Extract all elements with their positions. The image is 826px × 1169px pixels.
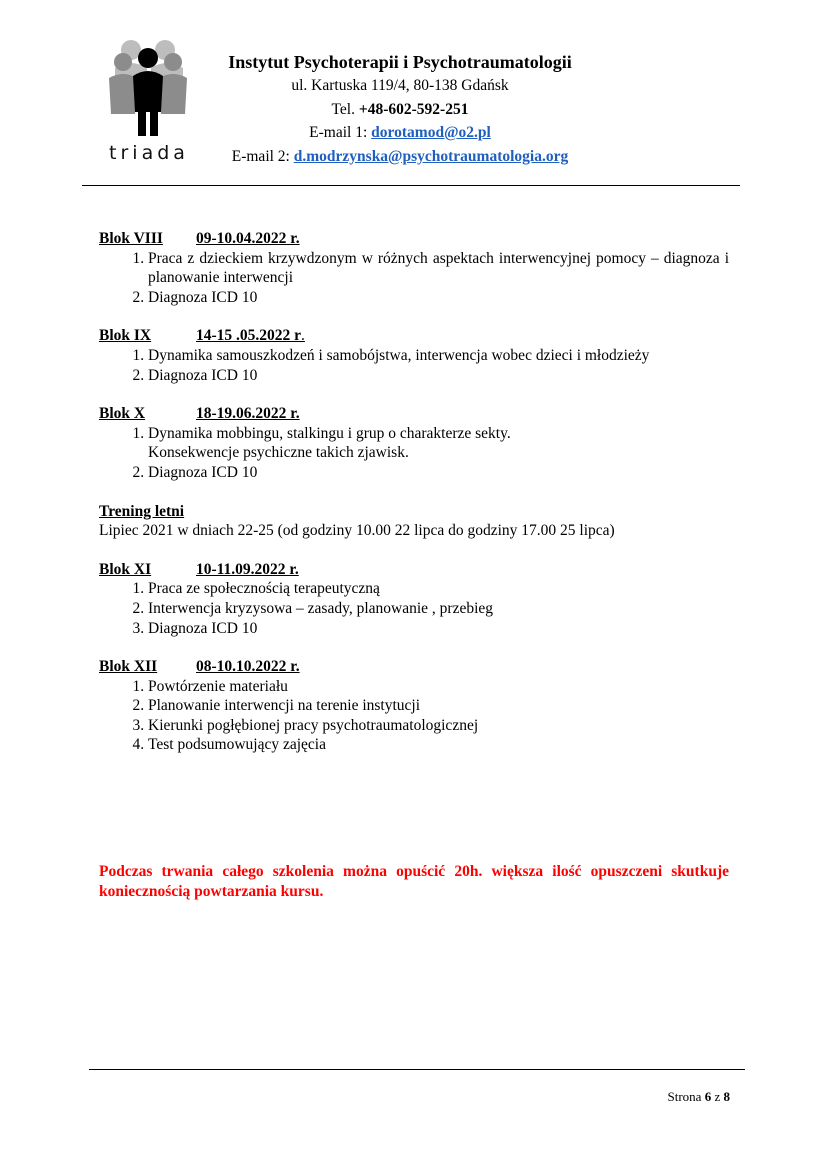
email-2-label: E-mail 2: [231, 147, 294, 165]
list-item: 4. Test podsumowujący zajęcia [148, 735, 729, 755]
summer-training [99, 502, 729, 541]
list-item: 1. Dynamika samouszkodzeń i samobójstwa, interwencja wobec dzieci i młodzieży [148, 346, 729, 366]
page-of: z [711, 1089, 724, 1104]
list-item: 2. Planowanie interwencji na terenie instytucji [148, 696, 729, 716]
page-number [600, 1089, 730, 1105]
phone-label: Tel. [331, 100, 359, 118]
attendance-notice: Podczas trwania całego szkolenia można opuścić 20h. większa ilość opuszczeni skutkuje koniecznością powtarzania kursu. [99, 863, 729, 900]
list-item: 1. Praca z dzieckiem krzywdzonym w różnych aspektach interwencyjnej pomocy – diagnoza i planowanie interwencji [148, 249, 729, 288]
block-xii [99, 657, 729, 755]
block-date: 08-10.10.2022 r. [196, 658, 300, 676]
block-xi [99, 560, 729, 638]
list-item: 2. Diagnoza ICD 10 [148, 366, 729, 386]
triada-logo [93, 38, 205, 164]
block-viii [99, 229, 729, 307]
institute-header [205, 50, 595, 168]
summer-training-title: Trening letni [99, 502, 185, 520]
block-topics [99, 346, 729, 385]
page-label: Strona [667, 1089, 705, 1104]
block-name: Blok XII [99, 658, 158, 676]
schedule-content [99, 229, 729, 774]
list-item: 2. Diagnoza ICD 10 [148, 463, 729, 483]
list-item [148, 424, 729, 463]
total-pages: 8 [723, 1089, 730, 1104]
block-date-suffix: . [301, 327, 305, 345]
list-item: 1. Powtórzenie materiału [148, 677, 729, 697]
block-x [99, 404, 729, 482]
list-item: 1. Praca ze społecznością terapeutyczną [148, 579, 729, 599]
header-divider [82, 185, 740, 186]
institute-name: Instytut Psychoterapii i Psychotraumatologii [228, 52, 572, 72]
list-item-continuation: Konsekwencje psychiczne takich zjawisk. [148, 444, 409, 462]
block-name: Blok VIII [99, 230, 163, 247]
block-date: 14-15 .05.2022 r [196, 327, 302, 345]
summer-training-text: Lipiec 2021 w dniach 22-25 (od godziny 10.00 22 lipca do godziny 17.00 25 lipca) [99, 522, 615, 540]
list-item-text: Dynamika mobbingu, stalkingu i grup o charakterze sekty. [148, 424, 511, 442]
block-heading [99, 229, 729, 249]
phone-value: +48-602-592-251 [358, 100, 469, 118]
block-date: 09-10.04.2022 r. [196, 230, 300, 247]
block-topics [99, 424, 729, 483]
list-item: 2. Interwencja kryzysowa – zasady, planowanie , przebieg [148, 599, 729, 619]
email-1-link[interactable]: dorotamod@o2.pl [371, 124, 491, 141]
block-ix [99, 326, 729, 385]
block-name: Blok X [99, 405, 146, 423]
list-item: 2. Diagnoza ICD 10 [148, 288, 729, 308]
block-heading [99, 657, 729, 677]
email-1-label: E-mail 1: [309, 124, 372, 141]
block-topics [99, 677, 729, 755]
block-name: Blok IX [99, 327, 152, 345]
block-heading [99, 326, 729, 346]
list-item: 3. Kierunki pogłębionej pracy psychotraumatologicznej [148, 716, 729, 736]
institute-email-1 [205, 121, 595, 145]
institute-email-2 [205, 145, 595, 169]
logo-text: triada [109, 142, 189, 164]
block-date: 10-11.09.2022 r. [196, 560, 299, 578]
block-name: Blok XI [99, 560, 152, 578]
block-topics [99, 249, 729, 308]
block-heading [99, 404, 729, 424]
current-page: 6 [704, 1089, 712, 1104]
block-date: 18-19.06.2022 r. [196, 405, 300, 423]
email-2-link[interactable]: d.modrzynska@psychotraumatologia.org [293, 147, 569, 165]
institute-phone [205, 98, 595, 122]
institute-address: ul. Kartuska 119/4, 80-138 Gdańsk [291, 77, 509, 94]
list-item: 3. Diagnoza ICD 10 [148, 619, 729, 639]
people-figures-icon [103, 38, 195, 138]
block-topics [99, 579, 729, 638]
block-heading [99, 560, 729, 580]
footer-divider [89, 1069, 745, 1070]
